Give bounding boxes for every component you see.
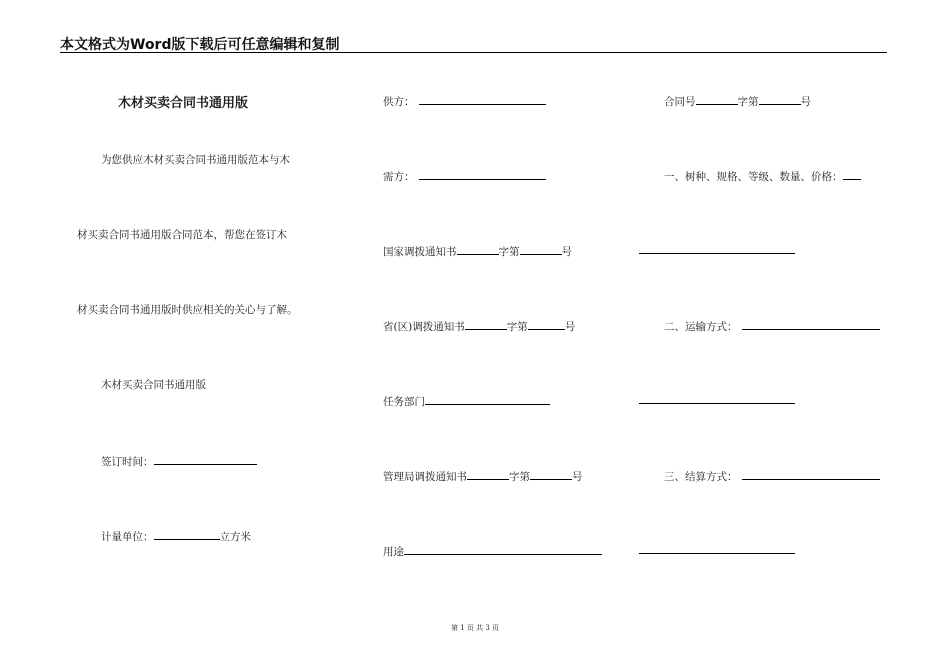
section-2-answer-line[interactable] bbox=[639, 403, 795, 404]
page-number: 第 1 页 共 3 页 bbox=[450, 624, 500, 632]
document-subtitle: 木材买卖合同书通用版 bbox=[101, 379, 206, 391]
national-notice-mid: 字第 bbox=[498, 246, 520, 258]
supplier-label: 供方： bbox=[383, 96, 415, 108]
contract-number-suffix: 号 bbox=[800, 96, 811, 108]
section-2-field[interactable] bbox=[664, 318, 880, 334]
province-notice-blank-2[interactable] bbox=[528, 318, 565, 330]
bureau-notice-mid: 字第 bbox=[509, 471, 530, 483]
purpose-blank[interactable] bbox=[404, 543, 602, 555]
national-notice-blank-1[interactable] bbox=[457, 243, 499, 255]
buyer-label: 需方： bbox=[383, 171, 415, 183]
bureau-notice-blank-2[interactable] bbox=[530, 468, 572, 480]
buyer-blank[interactable] bbox=[419, 168, 546, 180]
contract-number-field[interactable] bbox=[664, 93, 811, 109]
intro-line-2: 材买卖合同书通用版合同范本，帮您在签订木 bbox=[77, 229, 287, 241]
national-notice-suffix: 号 bbox=[561, 246, 572, 258]
province-notice-mid: 字第 bbox=[506, 321, 528, 333]
bureau-notice-prefix: 管理局调拨通知书 bbox=[383, 471, 467, 483]
buyer-field[interactable] bbox=[383, 168, 546, 184]
bureau-notice-blank-1[interactable] bbox=[467, 468, 509, 480]
supplier-blank[interactable] bbox=[419, 93, 546, 105]
contract-number-prefix: 合同号 bbox=[664, 96, 696, 108]
province-notice-field[interactable] bbox=[383, 318, 575, 334]
national-notice-prefix: 国家调拨通知书 bbox=[383, 246, 457, 258]
section-1-field[interactable] bbox=[664, 168, 861, 184]
section-1-blank[interactable] bbox=[843, 168, 861, 180]
purpose-field[interactable] bbox=[383, 543, 602, 559]
task-dept-field[interactable] bbox=[383, 393, 550, 409]
bureau-notice-field[interactable] bbox=[383, 468, 583, 484]
section-3-blank[interactable] bbox=[742, 468, 880, 480]
task-dept-blank[interactable] bbox=[425, 393, 550, 405]
header-title: 本文格式为Word版下载后可任意编辑和复制 bbox=[60, 37, 340, 53]
section-3-field[interactable] bbox=[664, 468, 880, 484]
section-1-heading: 一、树种、规格、等级、数量、价格： bbox=[664, 171, 843, 183]
section-3-answer-line[interactable] bbox=[639, 553, 795, 554]
document-title: 木材买卖合同书通用版 bbox=[118, 96, 249, 111]
national-notice-blank-2[interactable] bbox=[520, 243, 562, 255]
task-dept-label: 任务部门 bbox=[383, 396, 425, 408]
sign-time-field[interactable] bbox=[101, 453, 257, 469]
supplier-field[interactable] bbox=[383, 93, 546, 109]
section-2-blank[interactable] bbox=[742, 318, 880, 330]
contract-number-blank-1[interactable] bbox=[696, 93, 738, 105]
unit-field[interactable] bbox=[101, 528, 251, 544]
header-divider bbox=[60, 52, 887, 53]
contract-number-blank-2[interactable] bbox=[759, 93, 801, 105]
section-2-heading: 二、运输方式： bbox=[664, 321, 738, 333]
province-notice-blank-1[interactable] bbox=[465, 318, 507, 330]
bureau-notice-suffix: 号 bbox=[572, 471, 583, 483]
sign-time-label: 签订时间： bbox=[101, 456, 154, 468]
province-notice-prefix: 省(区)调拨通知书 bbox=[383, 321, 465, 333]
intro-line-1: 为您供应木材买卖合同书通用版范本与木 bbox=[101, 154, 290, 166]
unit-blank[interactable] bbox=[154, 528, 220, 540]
contract-number-mid: 字第 bbox=[737, 96, 759, 108]
purpose-label: 用途 bbox=[383, 546, 404, 558]
intro-line-3: 材买卖合同书通用版时供应相关的关心与了解。 bbox=[77, 304, 298, 316]
national-notice-field[interactable] bbox=[383, 243, 572, 259]
section-3-heading: 三、结算方式： bbox=[664, 471, 738, 483]
section-1-answer-line[interactable] bbox=[639, 253, 795, 254]
unit-label: 计量单位： bbox=[101, 531, 154, 543]
province-notice-suffix: 号 bbox=[564, 321, 576, 333]
unit-suffix: 立方米 bbox=[219, 531, 251, 543]
sign-time-blank[interactable] bbox=[154, 453, 257, 465]
